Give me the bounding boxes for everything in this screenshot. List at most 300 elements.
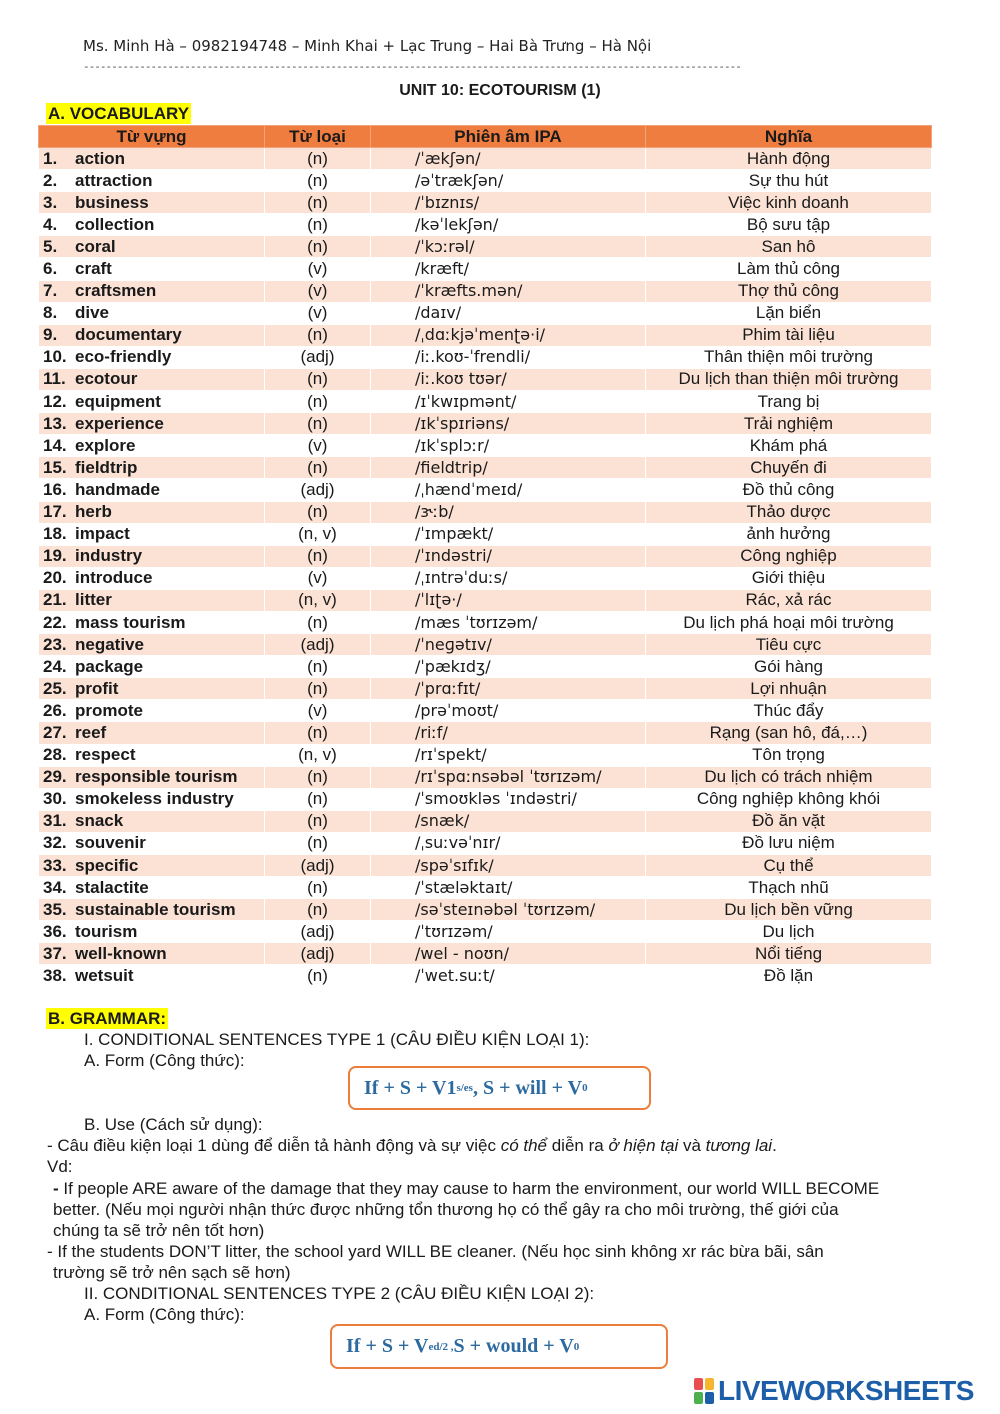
vocab-number: 19. xyxy=(43,546,67,566)
type2-heading: II. CONDITIONAL SENTENCES TYPE 2 (CÂU ĐIỀU KIỆN LOẠI 2): xyxy=(84,1284,595,1303)
vocab-row xyxy=(39,214,932,236)
vocab-number: 18. xyxy=(43,524,67,544)
vocab-row xyxy=(39,236,932,258)
formula2-part-a: If + S + V xyxy=(346,1335,429,1357)
vocab-ipa: /wel - noʊn/ xyxy=(371,943,646,965)
vocab-word: fieldtrip xyxy=(75,457,138,477)
vocab-word-cell xyxy=(39,700,265,722)
vocab-meaning: Công nghiệp xyxy=(646,545,932,567)
formula1-part-a: If + S + V1 xyxy=(364,1076,457,1099)
vocab-pos: (n) xyxy=(265,214,371,236)
vocab-pos: (n, v) xyxy=(265,744,371,766)
vocab-number: 2. xyxy=(43,170,58,190)
vocab-meaning: Giới thiệu xyxy=(646,567,932,589)
vocab-ipa: /snæk/ xyxy=(371,810,646,832)
vocab-word: smokeless industry xyxy=(75,789,234,809)
vocab-row xyxy=(39,943,932,965)
vocab-row xyxy=(39,391,932,413)
vocab-meaning: Du lịch than thiện môi trường xyxy=(646,368,932,390)
vocab-number: 11. xyxy=(43,369,66,389)
example-1-text-1: If people ARE aware of the damage that they may cause to harm the environment, our world WILL BECOME xyxy=(63,1179,880,1198)
vocab-pos: (adj) xyxy=(265,479,371,501)
vocab-ipa: /mæs ˈtʊrɪzəm/ xyxy=(371,611,646,633)
vocab-word: stalactite xyxy=(75,877,149,897)
vocab-meaning: Sự thu hút xyxy=(646,170,932,192)
vocab-word-cell xyxy=(39,788,265,810)
vocab-ipa: /ˌhændˈmeɪd/ xyxy=(371,479,646,501)
vocab-word-cell xyxy=(39,567,265,589)
vocab-number: 17. xyxy=(43,502,67,522)
vocab-pos: (v) xyxy=(265,258,371,280)
vocab-pos: (n, v) xyxy=(265,589,371,611)
vocab-word: craft xyxy=(75,259,112,279)
vocab-ipa: /ˈpækɪdʒ/ xyxy=(371,656,646,678)
vocab-number: 38. xyxy=(43,966,67,986)
vocab-number: 13. xyxy=(43,413,67,433)
vocab-word-cell xyxy=(39,214,265,236)
vocab-ipa: /ɪkˈspɪriəns/ xyxy=(371,413,646,435)
vocab-pos: (v) xyxy=(265,700,371,722)
vocab-number: 26. xyxy=(43,700,67,720)
vocab-word: equipment xyxy=(75,391,161,411)
vocab-row xyxy=(39,346,932,368)
column-header-word: Từ vựng xyxy=(39,126,265,148)
liveworksheets-logo-text: LIVEWORKSHEETS xyxy=(718,1375,974,1406)
vocab-ipa: /kræft/ xyxy=(371,258,646,280)
vocab-meaning: Lặn biển xyxy=(646,302,932,324)
vocab-row xyxy=(39,170,932,192)
vocab-number: 6. xyxy=(43,259,58,279)
vocab-word-cell xyxy=(39,656,265,678)
vocab-meaning: Thạch nhũ xyxy=(646,877,932,899)
vocab-word: negative xyxy=(75,634,144,654)
vocabulary-header-row xyxy=(39,126,932,148)
vocab-meaning: Trải nghiệm xyxy=(646,413,932,435)
vocab-pos: (v) xyxy=(265,280,371,302)
vocabulary-table xyxy=(38,125,932,988)
vocab-meaning: Rác, xả rác xyxy=(646,589,932,611)
vocab-number: 36. xyxy=(43,921,67,941)
vocab-ipa: /ˌdɑːkjəˈmenʈə·i/ xyxy=(371,324,646,346)
vocab-word: sustainable tourism xyxy=(75,899,236,919)
vocab-number: 28. xyxy=(43,745,67,765)
vocab-meaning: Khám phá xyxy=(646,435,932,457)
vocab-ipa: /prəˈmoʊt/ xyxy=(371,700,646,722)
example-label: Vd: xyxy=(47,1157,73,1176)
example-1-line-3: chúng ta sẽ trở nên tốt hơn) xyxy=(53,1221,265,1240)
vocab-word-cell xyxy=(39,899,265,921)
vocab-number: 8. xyxy=(43,303,58,323)
vocab-pos: (n) xyxy=(265,170,371,192)
formula2-sub-2: 0 xyxy=(573,1340,580,1353)
vocab-word-cell xyxy=(39,965,265,987)
example-2-line-2: trường sẽ trở nên sạch sẽ hơn) xyxy=(53,1263,291,1282)
vocab-word: coral xyxy=(75,236,116,256)
vocab-word: snack xyxy=(75,811,124,831)
vocab-word: explore xyxy=(75,435,136,455)
vocab-word: handmade xyxy=(75,479,161,499)
vocab-word: eco-friendly xyxy=(75,347,172,367)
vocab-pos: (n) xyxy=(265,810,371,832)
vocab-pos: (n) xyxy=(265,457,371,479)
vocab-meaning: Hành động xyxy=(646,148,932,170)
vocab-ipa: /ˈstæləktaɪt/ xyxy=(371,877,646,899)
vocab-row xyxy=(39,855,932,877)
vocab-word-cell xyxy=(39,744,265,766)
vocab-number: 1. xyxy=(43,148,58,168)
vocab-pos: (n) xyxy=(265,877,371,899)
vocab-row xyxy=(39,965,932,987)
vocab-meaning: Gói hàng xyxy=(646,656,932,678)
vocab-word: specific xyxy=(75,855,139,875)
vocab-word: impact xyxy=(75,524,130,544)
vocab-number: 31. xyxy=(43,811,67,831)
vocab-pos: (v) xyxy=(265,302,371,324)
column-header-pos: Từ loại xyxy=(265,126,371,148)
vocab-pos: (n) xyxy=(265,722,371,744)
vocab-pos: (n) xyxy=(265,965,371,987)
vocab-meaning: Chuyến đi xyxy=(646,457,932,479)
vocab-meaning: Đồ lưu niệm xyxy=(646,832,932,854)
vocab-row xyxy=(39,744,932,766)
vocab-number: 12. xyxy=(43,391,67,411)
vocab-word: experience xyxy=(75,413,164,433)
vocab-ipa: /ˈkræfts.mən/ xyxy=(371,280,646,302)
vocab-pos: (n) xyxy=(265,192,371,214)
vocab-pos: (n) xyxy=(265,324,371,346)
vocab-word: industry xyxy=(75,546,143,566)
vocab-ipa: /ˈtʊrɪzəm/ xyxy=(371,921,646,943)
vocab-word-cell xyxy=(39,148,265,170)
vocab-word-cell xyxy=(39,877,265,899)
vocab-pos: (n) xyxy=(265,501,371,523)
vocab-word: wetsuit xyxy=(75,966,134,986)
liveworksheets-logo[interactable] xyxy=(694,1375,974,1407)
vocab-pos: (adj) xyxy=(265,921,371,943)
vocab-row xyxy=(39,413,932,435)
vocab-row xyxy=(39,788,932,810)
column-header-ipa: Phiên âm IPA xyxy=(371,126,646,148)
vocab-word: ecotour xyxy=(75,369,138,389)
use-text-4: . xyxy=(772,1136,777,1155)
example-1-line-2: better. (Nếu mọi người nhận thức được những tổn thương họ có thể gây ra cho môi trường, thế giới của xyxy=(53,1200,839,1219)
vocab-row xyxy=(39,766,932,788)
vocab-pos: (v) xyxy=(265,567,371,589)
vocab-number: 4. xyxy=(43,214,58,234)
vocab-meaning: Phim tài liệu xyxy=(646,324,932,346)
vocab-ipa: /ɝːb/ xyxy=(371,501,646,523)
vocab-number: 21. xyxy=(43,590,67,610)
column-header-meaning: Nghĩa xyxy=(646,126,932,148)
vocab-word-cell xyxy=(39,611,265,633)
vocab-ipa: /daɪv/ xyxy=(371,302,646,324)
form-label-1: A. Form (Công thức): xyxy=(84,1051,245,1070)
vocab-word-cell xyxy=(39,722,265,744)
vocab-word: action xyxy=(75,148,126,168)
vocab-meaning: San hô xyxy=(646,236,932,258)
vocab-word-cell xyxy=(39,501,265,523)
vocab-ipa: /riːf/ xyxy=(371,722,646,744)
vocab-row xyxy=(39,457,932,479)
vocab-word-cell xyxy=(39,678,265,700)
vocab-word-cell xyxy=(39,236,265,258)
contact-header: Ms. Minh Hà – 0982194748 – Minh Khai + Lạc Trung – Hai Bà Trưng – Hà Nội xyxy=(83,37,652,55)
vocabulary-rows xyxy=(39,148,932,988)
vocab-ipa: /rɪˈspɑːnsəbəl ˈtʊrɪzəm/ xyxy=(371,766,646,788)
vocab-word: well-known xyxy=(75,943,167,963)
vocab-row xyxy=(39,810,932,832)
vocab-word: litter xyxy=(75,590,112,610)
vocab-pos: (n) xyxy=(265,832,371,854)
use-label: B. Use (Cách sử dụng): xyxy=(84,1115,263,1134)
vocab-meaning: Rạng (san hô, đá,…) xyxy=(646,722,932,744)
example-2-line-1: - If the students DON’T litter, the school yard WILL BE cleaner. (Nếu học sinh không xr rác bừa bãi, sân xyxy=(47,1242,824,1261)
vocab-word-cell xyxy=(39,280,265,302)
vocab-pos: (n) xyxy=(265,413,371,435)
vocab-pos: (n, v) xyxy=(265,523,371,545)
vocab-row xyxy=(39,192,932,214)
vocab-meaning: Việc kinh doanh xyxy=(646,192,932,214)
vocab-word: promote xyxy=(75,700,143,720)
use-italic-1: có thể xyxy=(500,1136,547,1155)
vocab-ipa: /ˈlɪʈə·/ xyxy=(371,589,646,611)
vocab-row xyxy=(39,567,932,589)
vocab-pos: (n) xyxy=(265,656,371,678)
vocab-word: mass tourism xyxy=(75,612,186,632)
vocab-word: respect xyxy=(75,745,136,765)
vocab-ipa: /fieldtrip/ xyxy=(371,457,646,479)
liveworksheets-logo-icon xyxy=(694,1378,716,1404)
vocab-word: dive xyxy=(75,303,110,323)
vocab-number: 7. xyxy=(43,281,58,301)
vocab-word: business xyxy=(75,192,149,212)
example-1-line-1 xyxy=(53,1178,879,1199)
vocab-ipa: /iː.koʊ-ˈfrendli/ xyxy=(371,346,646,368)
vocab-meaning: Du lịch có trách nhiệm xyxy=(646,766,932,788)
vocab-row xyxy=(39,435,932,457)
vocab-meaning: Thảo dược xyxy=(646,501,932,523)
vocab-meaning: Nổi tiếng xyxy=(646,943,932,965)
formula-type2 xyxy=(330,1324,668,1369)
vocab-ipa: /rɪˈspekt/ xyxy=(371,744,646,766)
formula-type1 xyxy=(348,1066,651,1110)
vocab-word-cell xyxy=(39,479,265,501)
vocab-ipa: /ˈɪndəstri/ xyxy=(371,545,646,567)
vocab-word: reef xyxy=(75,722,107,742)
vocab-number: 37. xyxy=(43,943,67,963)
vocab-pos: (n) xyxy=(265,766,371,788)
vocab-row xyxy=(39,899,932,921)
vocab-pos: (n) xyxy=(265,236,371,258)
use-text-3: và xyxy=(678,1136,706,1155)
vocab-row xyxy=(39,501,932,523)
vocab-word: collection xyxy=(75,214,155,234)
vocab-pos: (v) xyxy=(265,435,371,457)
vocab-number: 23. xyxy=(43,634,67,654)
vocab-word-cell xyxy=(39,302,265,324)
formula1-sup: s/es xyxy=(456,1082,473,1094)
vocab-word-cell xyxy=(39,589,265,611)
vocab-word-cell xyxy=(39,435,265,457)
vocab-number: 14. xyxy=(43,435,67,455)
vocab-meaning: Thợ thủ công xyxy=(646,280,932,302)
vocab-word-cell xyxy=(39,368,265,390)
vocab-pos: (adj) xyxy=(265,855,371,877)
vocab-meaning: Cụ thể xyxy=(646,855,932,877)
vocab-ipa: /ˌsuːvəˈnɪr/ xyxy=(371,832,646,854)
vocab-pos: (n) xyxy=(265,545,371,567)
form-label-2: A. Form (Công thức): xyxy=(84,1305,245,1324)
vocab-word-cell xyxy=(39,523,265,545)
vocab-number: 5. xyxy=(43,236,58,256)
vocab-number: 22. xyxy=(43,612,67,632)
vocab-meaning: Công nghiệp không khói xyxy=(646,788,932,810)
vocab-ipa: /ɪˈkwɪpmənt/ xyxy=(371,391,646,413)
use-description xyxy=(47,1135,777,1156)
vocab-row xyxy=(39,877,932,899)
vocab-word-cell xyxy=(39,810,265,832)
vocab-meaning: Du lịch xyxy=(646,921,932,943)
vocab-ipa: /kəˈlekʃən/ xyxy=(371,214,646,236)
vocab-word-cell xyxy=(39,346,265,368)
vocab-row xyxy=(39,832,932,854)
vocab-number: 24. xyxy=(43,656,67,676)
vocab-word-cell xyxy=(39,324,265,346)
vocab-ipa: /ˈbɪznɪs/ xyxy=(371,192,646,214)
vocab-word-cell xyxy=(39,921,265,943)
vocab-pos: (n) xyxy=(265,788,371,810)
vocab-pos: (n) xyxy=(265,899,371,921)
vocab-meaning: Tôn trọng xyxy=(646,744,932,766)
vocab-word: profit xyxy=(75,678,119,698)
vocab-word-cell xyxy=(39,258,265,280)
unit-title: UNIT 10: ECOTOURISM (1) xyxy=(399,82,601,99)
vocab-row xyxy=(39,656,932,678)
vocab-meaning: Lợi nhuận xyxy=(646,678,932,700)
vocab-row xyxy=(39,302,932,324)
vocabulary-section-label: A. VOCABULARY xyxy=(48,104,190,123)
vocab-ipa: /spəˈsɪfɪk/ xyxy=(371,855,646,877)
vocab-number: 9. xyxy=(43,325,58,345)
vocab-row xyxy=(39,523,932,545)
vocab-word: documentary xyxy=(75,325,182,345)
vocab-word-cell xyxy=(39,634,265,656)
vocab-ipa: /iː.koʊ tʊər/ xyxy=(371,368,646,390)
vocab-number: 16. xyxy=(43,479,67,499)
vocab-row xyxy=(39,545,932,567)
vocab-row xyxy=(39,678,932,700)
vocab-meaning: Đồ ăn vặt xyxy=(646,810,932,832)
vocab-pos: (n) xyxy=(265,391,371,413)
vocab-meaning: Đồ thủ công xyxy=(646,479,932,501)
vocab-ipa: /ɪkˈsplɔːr/ xyxy=(371,435,646,457)
vocab-meaning: Đồ lặn xyxy=(646,965,932,987)
vocab-word-cell xyxy=(39,943,265,965)
use-text-2: diễn ra xyxy=(547,1136,609,1155)
vocab-pos: (adj) xyxy=(265,346,371,368)
vocab-pos: (n) xyxy=(265,678,371,700)
vocab-word: herb xyxy=(75,502,112,522)
vocab-number: 33. xyxy=(43,855,67,875)
vocab-word: souvenir xyxy=(75,833,146,853)
vocab-row xyxy=(39,921,932,943)
vocab-ipa: /ˈprɑːfɪt/ xyxy=(371,678,646,700)
vocab-row xyxy=(39,258,932,280)
vocab-row xyxy=(39,722,932,744)
vocab-number: 3. xyxy=(43,192,58,212)
vocab-word: tourism xyxy=(75,921,138,941)
vocab-word-cell xyxy=(39,170,265,192)
vocab-meaning: Thúc đẩy xyxy=(646,700,932,722)
vocab-pos: (adj) xyxy=(265,943,371,965)
vocab-meaning: Làm thủ công xyxy=(646,258,932,280)
vocab-word-cell xyxy=(39,192,265,214)
vocab-ipa: /ˈsmoʊkləs ˈɪndəstri/ xyxy=(371,788,646,810)
vocab-row xyxy=(39,280,932,302)
vocab-number: 35. xyxy=(43,899,67,919)
formula2-part-b: S + would + V xyxy=(453,1335,574,1357)
vocab-word-cell xyxy=(39,457,265,479)
vocab-meaning: Bộ sưu tập xyxy=(646,214,932,236)
vocab-word-cell xyxy=(39,391,265,413)
vocab-word-cell xyxy=(39,413,265,435)
vocab-ipa: /ˈwet.suːt/ xyxy=(371,965,646,987)
vocab-row xyxy=(39,479,932,501)
vocab-ipa: /ˈækʃən/ xyxy=(371,148,646,170)
vocab-ipa: /səˈsteɪnəbəl ˈtʊrɪzəm/ xyxy=(371,899,646,921)
example-1-bullet: - xyxy=(53,1179,64,1198)
formula1-part-b: , S + will + V xyxy=(472,1076,583,1099)
vocab-number: 20. xyxy=(43,568,67,588)
vocab-number: 27. xyxy=(43,722,67,742)
vocab-meaning: Du lịch bền vững xyxy=(646,899,932,921)
vocab-ipa: /ˈkɔːrəl/ xyxy=(371,236,646,258)
vocab-word: attraction xyxy=(75,170,153,190)
vocab-pos: (n) xyxy=(265,368,371,390)
vocab-row xyxy=(39,611,932,633)
vocab-number: 29. xyxy=(43,767,67,787)
vocab-ipa: /ˌɪntrəˈduːs/ xyxy=(371,567,646,589)
vocab-meaning: Tiêu cực xyxy=(646,634,932,656)
vocab-word-cell xyxy=(39,545,265,567)
vocab-pos: (n) xyxy=(265,148,371,170)
use-text-1: - Câu điều kiện loại 1 dùng để diễn tả hành động và sự việc xyxy=(47,1136,501,1155)
vocab-pos: (adj) xyxy=(265,634,371,656)
vocab-number: 15. xyxy=(43,457,67,477)
vocab-pos: (n) xyxy=(265,611,371,633)
vocab-row xyxy=(39,700,932,722)
formula1-sub: 0 xyxy=(582,1082,588,1094)
vocab-number: 25. xyxy=(43,678,67,698)
vocab-word: craftsmen xyxy=(75,281,157,301)
grammar-section-label: B. GRAMMAR: xyxy=(48,1009,167,1028)
vocab-word-cell xyxy=(39,855,265,877)
vocab-row xyxy=(39,368,932,390)
use-italic-2: ở hiện tại xyxy=(608,1136,679,1155)
vocab-ipa: /ˈneɡətɪv/ xyxy=(371,634,646,656)
vocab-number: 34. xyxy=(43,877,67,897)
vocab-word: package xyxy=(75,656,144,676)
vocab-row xyxy=(39,148,932,170)
vocab-word: responsible tourism xyxy=(75,767,238,787)
header-divider: --------------------------------------------------------------------------------------------------------------------- xyxy=(83,60,741,73)
vocab-word: introduce xyxy=(75,568,153,588)
vocab-number: 30. xyxy=(43,789,67,809)
vocab-meaning: Du lịch phá hoại môi trường xyxy=(646,611,932,633)
vocab-ipa: /əˈtrækʃən/ xyxy=(371,170,646,192)
type1-heading: I. CONDITIONAL SENTENCES TYPE 1 (CÂU ĐIỀU KIỆN LOẠI 1): xyxy=(84,1030,590,1049)
vocab-row xyxy=(39,589,932,611)
